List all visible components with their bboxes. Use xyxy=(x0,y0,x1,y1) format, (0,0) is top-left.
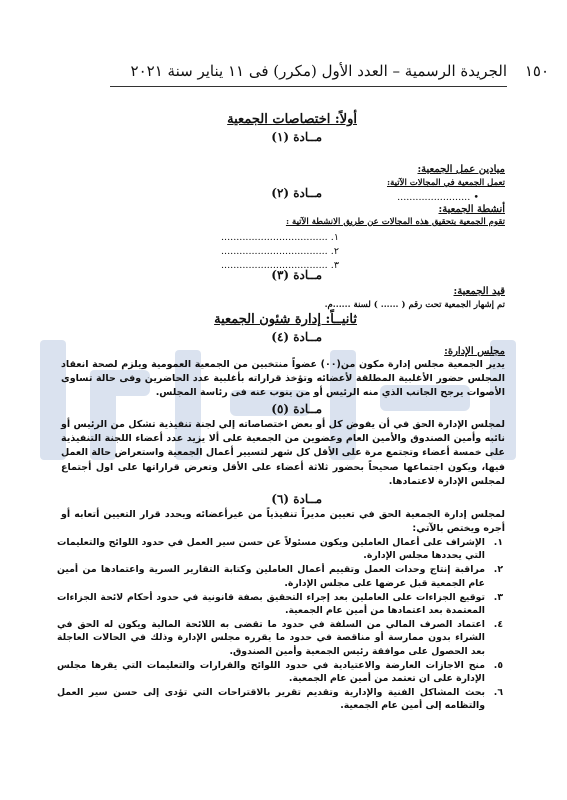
activity-item: ٣. ................................... xyxy=(221,260,339,271)
list-item-text: منح الاجازات العارضة والاعتيادية في حدود اللوائح والقرارات والتعليمات التي يقرها مجلس الإدارة على ان تعتمد من أمين عام الجمعية. xyxy=(57,659,485,685)
list-item xyxy=(57,659,505,685)
list-item-number: ٢. xyxy=(493,564,503,576)
header-divider xyxy=(110,86,507,87)
list-item-text: الإشراف على أعمال العاملين ويكون مسئولاً عن حسن سير العمل في حدود اللوائح والتعليمات التي يحددها مجلس الإدارة. xyxy=(57,537,485,562)
gazette-title: الجريدة الرسمية – العدد الأول (مكرر) فى ١١ يناير سنة ٢٠٢١ xyxy=(130,62,507,80)
article-6-body: لمجلس إدارة الجمعية الحق في تعيين مديراً تنفيذياً من غيرأعضائه ويحدد قرار التعيين أتعابه أو أجره ويختص بالآتي: xyxy=(61,509,505,535)
section-heading-management: ثانيــاً: إدارة شئون الجمعية xyxy=(214,312,357,327)
list-item xyxy=(57,618,505,658)
activity-item: ٢. ................................... xyxy=(221,246,339,257)
article-heading-1: مــادة (١) xyxy=(271,130,322,144)
activities-subheading: تقوم الجمعية بتحقيق هذه المجالات عن طريق الانشطة الآتية : xyxy=(285,217,505,227)
list-item-text: بحث المشاكل الفنية والإدارية وتقديم تقرير بالاقتراحات التي تؤدى إلى حسن سير العمل والتظامه إلى أمين عام الجمعية. xyxy=(57,687,485,712)
article-4-body: يدير الجمعية مجلس إدارة مكون من(٠٠) عضواً منتخبين من الجمعية العمومية ويلزم لصحة انعقاد المجلس حضور الأغلبية المطلقة لأعضائه وتؤخذ قراراته بأغلبية عدد الحاضرين وفى حالة تساوى الأصوات يرجح الجانب الذي منه الرئيس أو من ينوب عنه فى رئاسة المجلس. xyxy=(61,359,505,399)
page-number: ١٥٠ xyxy=(524,62,549,80)
list-item-number: ١. xyxy=(493,537,503,548)
article-heading-2: مــادة (٢) xyxy=(271,186,322,200)
list-item-number: ٦. xyxy=(493,687,503,699)
activity-item: ١. ................................... xyxy=(221,232,339,243)
article-heading-5: مــادة (٥) xyxy=(271,402,322,416)
list-item-text: توقيع الجزاءات على العاملين بعد إجراء التحقيق بصفة قانونية في حدود أحكام لائحة الجزاءات المعتمدة بعد اعتمادها من أمين عام الجمعية. xyxy=(57,591,485,617)
registration-heading: قيد الجمعية: xyxy=(453,286,505,297)
fields-heading: ميادين عمل الجمعية: xyxy=(417,164,505,175)
list-item xyxy=(57,536,505,562)
list-item-number: ٥. xyxy=(493,659,503,671)
page-header xyxy=(108,62,549,80)
list-item-number: ٣. xyxy=(493,591,503,603)
list-item xyxy=(57,563,505,589)
fields-subheading: تعمل الجمعية في المجالات الآتية: xyxy=(386,178,505,188)
list-item-number: ٤. xyxy=(493,619,503,631)
registration-text: تم إشهار الجمعية تحت رقم ( ...... ) لسنة ......م. xyxy=(324,300,505,310)
article-heading-3: مــادة (٣) xyxy=(271,268,322,282)
list-item xyxy=(57,591,505,617)
article-heading-4: مــادة (٤) xyxy=(271,330,322,344)
section-heading-competencies: أولاً: اختصاصات الجمعية xyxy=(227,112,357,127)
list-item-text: اعتماد الصرف المالي من السلفة في حدود ما تقضى به اللائحة المالية ويكون له الحق في الشراء بدون ممارسة أو مناقصة في حدود ما يقرره مجلس الإدارة وذلك في الحالات العاجلة بعد الحصول على موافقة رئيس الجمعية وأمين الصندوق. xyxy=(57,619,485,657)
article-5-body: لمجلس الإدارة الحق في أن يفوض كل أو بعض اختصاصاته إلي لجنة تنفيذية تشكل من الرئيس أو نائبه وأمين الصندوق والأمين العام وعضوين من الجمعية على ألا يزيد عدد أعضاء اللجنة التنفيذية على خمسة أعضاء وتجتمع مرة على الأقل كل شهر لتسيير أعمال الجمعية واستعراض حالة العمل فيها، ويكون اجتماعها صحيحاً بحضور ثلاثة أعضاء على الأقل وتعرض قراراتها على اول أجتماع لمجلس الإدارة لاعتمادها. xyxy=(61,419,505,487)
article-heading-6: مــادة (٦) xyxy=(271,492,322,506)
board-heading: مجلس الإدارة: xyxy=(444,346,505,357)
list-item-text: مراقبة إنتاج وحدات العمل وتقييم أعمال العاملين وكتابة التقارير السرية واعتمادها من أمين عام الجمعية قبل عرضها على مجلس الإدارة. xyxy=(57,564,485,589)
activities-heading: أنشطة الجمعية: xyxy=(438,204,505,215)
fields-item: • ........................ xyxy=(397,192,479,203)
director-duties-list xyxy=(57,536,505,714)
list-item xyxy=(57,686,505,712)
